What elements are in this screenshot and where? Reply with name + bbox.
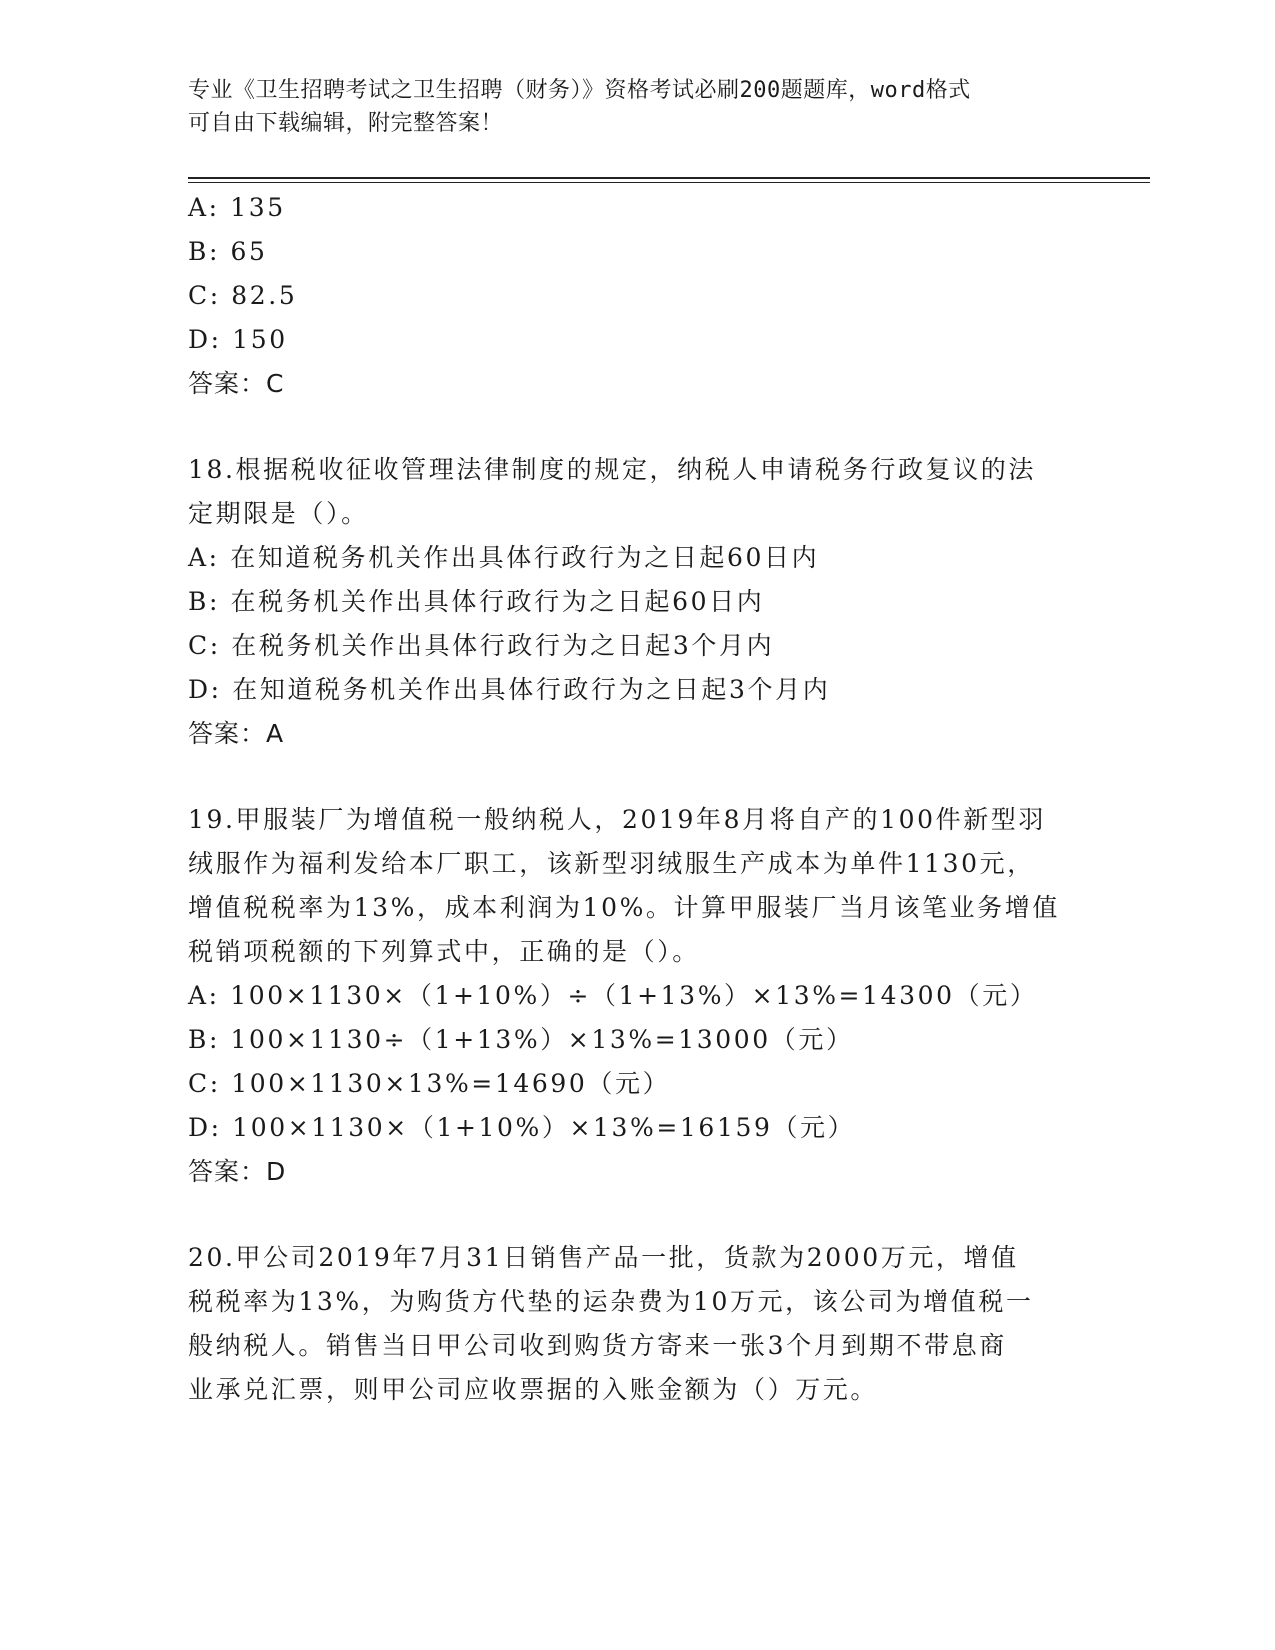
q19-option-d: D: 100×1130×（1+10%）×13%=16159（元） <box>188 1113 856 1142</box>
q17-option-a: A: 135 <box>188 193 286 222</box>
header-line-2: 可自由下载编辑，附完整答案！ <box>188 111 504 136</box>
q19-stem-line-2: 绒服作为福利发给本厂职工，该新型羽绒服生产成本为单件1130元， <box>188 849 1035 878</box>
q20-stem-line-3: 般纳税人。销售当日甲公司收到购货方寄来一张3个月到期不带息商 <box>188 1331 1007 1360</box>
header-divider-thick <box>188 177 1150 179</box>
q18-option-d: D: 在知道税务机关作出具体行政行为之日起3个月内 <box>188 675 831 704</box>
header-divider-thin <box>188 182 1150 183</box>
header-line-1: 专业《卫生招聘考试之卫生招聘（财务）》资格考试必刷200题题库，word格式 <box>188 78 971 103</box>
q20-stem-line-4: 业承兑汇票，则甲公司应收票据的入账金额为（）万元。 <box>188 1375 879 1404</box>
q20-stem-line-2: 税税率为13%，为购货方代垫的运杂费为10万元，该公司为增值税一 <box>188 1287 1034 1316</box>
q18-option-c: C: 在税务机关作出具体行政行为之日起3个月内 <box>188 631 775 660</box>
q19-option-c: C: 100×1130×13%=14690（元） <box>188 1069 671 1098</box>
q17-answer: 答案：C <box>188 369 285 398</box>
q19-answer: 答案：D <box>188 1157 287 1186</box>
q19-stem-line-4: 税销项税额的下列算式中，正确的是（）。 <box>188 937 700 966</box>
q18-option-a: A: 在知道税务机关作出具体行政行为之日起60日内 <box>188 543 820 572</box>
q19-option-a: A: 100×1130×（1+10%）÷（1+13%）×13%=14300（元） <box>188 981 1038 1010</box>
q19-stem-line-1: 19.甲服装厂为增值税一般纳税人，2019年8月将自产的100件新型羽 <box>188 805 1047 834</box>
q18-option-b: B: 在税务机关作出具体行政行为之日起60日内 <box>188 587 765 616</box>
q17-option-d: D: 150 <box>188 325 288 354</box>
q20-stem-line-1: 20.甲公司2019年7月31日销售产品一批，货款为2000万元，增值 <box>188 1243 1019 1272</box>
q18-stem-line-1: 18.根据税收征收管理法律制度的规定，纳税人申请税务行政复议的法 <box>188 455 1036 484</box>
q17-option-c: C: 82.5 <box>188 281 298 310</box>
q19-option-b: B: 100×1130÷（1+13%）×13%=13000（元） <box>188 1025 854 1054</box>
q18-answer: 答案：A <box>188 719 285 748</box>
q19-stem-line-3: 增值税税率为13%，成本利润为10%。计算甲服装厂当月该笔业务增值 <box>188 893 1060 922</box>
q17-option-b: B: 65 <box>188 237 268 266</box>
q18-stem-line-2: 定期限是（）。 <box>188 499 369 528</box>
document-header <box>188 74 1088 140</box>
